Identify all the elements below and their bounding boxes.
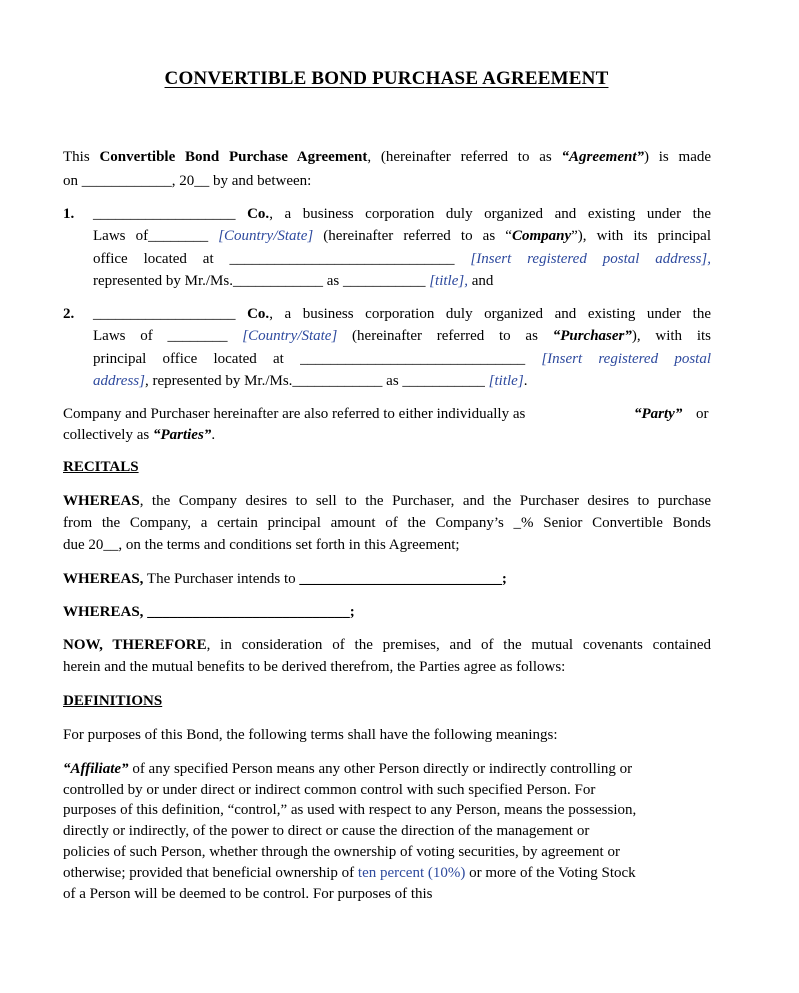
parties-party-term: “Party” — [634, 406, 683, 422]
party-2-number: 2. — [63, 306, 75, 322]
now-therefore-line-2: herein and the mutual benefits to be derived therefrom, the Parties agree as follows: — [63, 659, 566, 675]
party-1-number: 1. — [63, 206, 75, 222]
party-2-line-3: principal office located at ______________________________ [Insert registered postal — [93, 351, 711, 367]
affiliate-line-2: controlled by or under direct or indirect common control with such specified Person. For — [63, 782, 596, 798]
party-2-line-1: ___________________ Co., a business corporation duly organized and existing under the — [93, 306, 711, 322]
party-1-line-1: ___________________ Co., a business corporation duly organized and existing under the — [93, 206, 711, 222]
intro-line-2: on ____________, 20__ by and between: — [63, 173, 312, 189]
affiliate-line-5: policies of such Person, whether through the ownership of voting securities, by agreement or — [63, 844, 620, 860]
now-therefore-line-1: NOW, THEREFORE, in consideration of the premises, and of the mutual covenants contained — [63, 637, 711, 653]
affiliate-line-6: otherwise; provided that beneficial ownership of ten percent (10%) or more of the Voting Stock — [63, 865, 636, 881]
parties-line-2: collectively as “Parties”. — [63, 427, 216, 443]
whereas-1-line-1: WHEREAS, the Company desires to sell to the Purchaser, and the Purchaser desires to purchase — [63, 493, 711, 509]
whereas-2: WHEREAS, The Purchaser intends to ___________________________; — [63, 571, 507, 587]
parties-line-1-or: or — [696, 406, 709, 422]
whereas-3: WHEREAS, ___________________________; — [63, 604, 355, 620]
party-2-line-2: Laws of ________ [Country/State] (hereinafter referred to as “Purchaser”), with its — [93, 328, 711, 344]
party-1-line-4: represented by Mr./Ms.____________ as ___________ [title], and — [93, 273, 494, 289]
affiliate-line-3: purposes of this definition, “control,” as used with respect to any Person, means the possession, — [63, 802, 637, 818]
whereas-1-line-2: from the Company, a certain principal amount of the Company’s _% Senior Convertible Bonds — [63, 515, 711, 531]
document-title: CONVERTIBLE BOND PURCHASE AGREEMENT — [164, 68, 609, 89]
parties-line-1-a: Company and Purchaser hereinafter are also referred to either individually as — [63, 406, 526, 422]
recitals-heading: RECITALS — [63, 459, 139, 475]
definitions-heading: DEFINITIONS — [63, 693, 163, 709]
party-1-line-2: Laws of________ [Country/State] (hereinafter referred to as “Company”), with its principal — [93, 228, 711, 244]
affiliate-line-1: “Affiliate” of any specified Person means any other Person directly or indirectly controlling or — [63, 761, 633, 777]
party-2-line-4: address], represented by Mr./Ms.____________ as ___________ [title]. — [93, 373, 528, 389]
affiliate-line-4: directly or indirectly, of the power to direct or cause the direction of the management or — [63, 823, 590, 839]
whereas-1-line-3: due 20__, on the terms and conditions set forth in this Agreement; — [63, 537, 460, 553]
party-1-line-3: office located at ______________________________ [Insert registered postal address], — [93, 251, 711, 267]
intro-line-1: This Convertible Bond Purchase Agreement, (hereinafter referred to as “Agreement”) is made — [63, 149, 712, 165]
definitions-intro: For purposes of this Bond, the following terms shall have the following meanings: — [63, 727, 558, 743]
affiliate-line-7: of a Person will be deemed to be control. For purposes of this — [63, 886, 433, 902]
